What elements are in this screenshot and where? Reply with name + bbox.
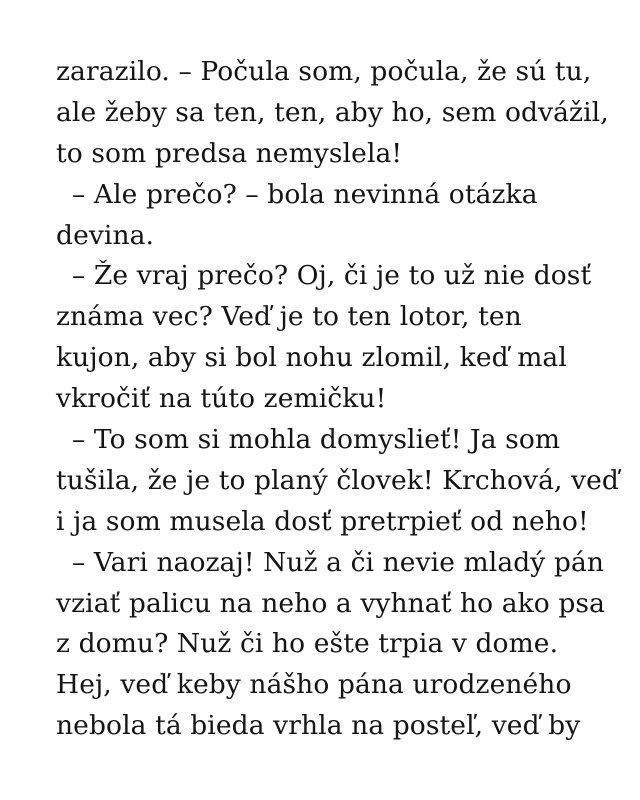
text-line: – Vari naozaj! Nuž a či nevie mladý pán	[72, 546, 605, 578]
text-line: ale žeby sa ten, ten, aby ho, sem odvážil,	[56, 96, 609, 128]
text-line: známa vec? Veď je to ten lotor, ten	[56, 301, 522, 333]
text-line: nebola tá bieda vrhla na posteľ, veď by	[56, 710, 581, 742]
text-line: i ja som musela dosť pretrpieť od neho!	[56, 505, 589, 537]
text-line: devina.	[56, 219, 155, 251]
text-line: vziať palicu na neho a vyhnať ho ako psa	[56, 587, 606, 619]
text-line: – To som si mohla domyslieť! Ja som	[72, 424, 561, 456]
text-line: vkročiť na túto zemičku!	[56, 383, 387, 415]
text-line: to som predsa nemyslela!	[56, 137, 403, 169]
text-line: z domu? Nuž či ho ešte trpia v dome.	[56, 628, 559, 660]
text-line: – Že vraj prečo? Oj, či je to už nie dosť	[72, 260, 592, 292]
text-line: Hej, veď keby nášho pána urodzeného	[56, 669, 572, 701]
text-line: zarazilo. – Počula som, počula, že sú tu,	[56, 56, 592, 87]
text-line: – Ale prečo? – bola nevinná otázka	[72, 178, 538, 210]
text-line: tušila, že je to planý človek! Krchová, veď	[56, 464, 619, 496]
text-line: kujon, aby si bol nohu zlomil, keď mal	[56, 342, 567, 374]
page-text	[56, 52, 619, 747]
